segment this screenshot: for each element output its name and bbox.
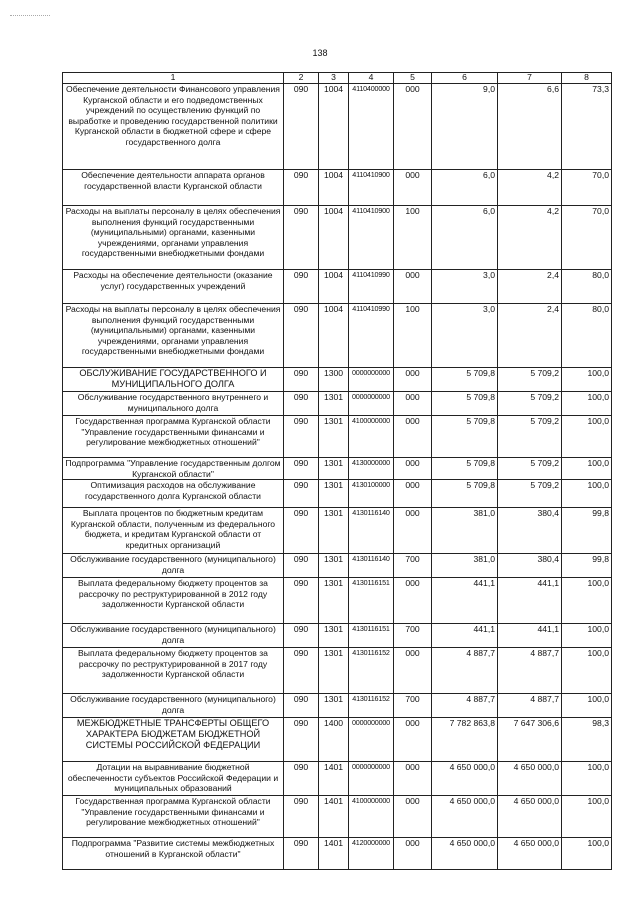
- row-planned: 4 650 000,0: [432, 796, 498, 838]
- row-planned: 381,0: [432, 508, 498, 554]
- row-code-admin: 090: [284, 796, 319, 838]
- row-code-section: 1401: [319, 796, 349, 838]
- row-code-admin: 090: [284, 838, 319, 870]
- row-code-type: 100: [394, 304, 432, 368]
- row-code-type: 000: [394, 170, 432, 206]
- table-row: [63, 304, 612, 368]
- table-row: [63, 458, 612, 480]
- row-code-admin: 090: [284, 508, 319, 554]
- row-code-type: 000: [394, 368, 432, 392]
- row-code-target: 0000000000: [349, 392, 394, 416]
- table-row: [63, 718, 612, 762]
- row-code-target: 4130116140: [349, 554, 394, 578]
- table-row: [63, 554, 612, 578]
- header-row: [63, 73, 612, 84]
- row-percent: 100,0: [562, 368, 612, 392]
- row-code-target: 4100000000: [349, 796, 394, 838]
- row-description: Оптимизация расходов на обслуживание государственного долга Курганской области: [63, 480, 284, 508]
- row-code-type: 000: [394, 762, 432, 796]
- row-actual: 2,4: [498, 270, 562, 304]
- row-percent: 100,0: [562, 796, 612, 838]
- row-code-type: 000: [394, 416, 432, 458]
- row-code-section: 1004: [319, 304, 349, 368]
- row-code-type: 000: [394, 84, 432, 170]
- row-code-section: 1301: [319, 624, 349, 648]
- row-planned: 7 782 863,8: [432, 718, 498, 762]
- row-code-target: 4110410900: [349, 206, 394, 270]
- row-description: Государственная программа Курганской области "Управление государственными финансами и регулирование межбюджетных отношений": [63, 796, 284, 838]
- col-header-5: 5: [394, 73, 432, 84]
- table-row: [63, 762, 612, 796]
- row-code-target: 4130100000: [349, 480, 394, 508]
- row-code-type: 000: [394, 578, 432, 624]
- table-row: [63, 648, 612, 694]
- row-planned: 5 709,8: [432, 480, 498, 508]
- budget-table: [62, 72, 612, 870]
- row-planned: 5 709,8: [432, 458, 498, 480]
- table-row: [63, 694, 612, 718]
- table-row: [63, 624, 612, 648]
- row-code-section: 1400: [319, 718, 349, 762]
- row-percent: 73,3: [562, 84, 612, 170]
- row-code-target: 4100000000: [349, 416, 394, 458]
- row-planned: 5 709,8: [432, 368, 498, 392]
- row-percent: 100,0: [562, 624, 612, 648]
- row-code-section: 1401: [319, 838, 349, 870]
- row-planned: 441,1: [432, 578, 498, 624]
- row-actual: 5 709,2: [498, 392, 562, 416]
- row-code-type: 000: [394, 480, 432, 508]
- margin-mark: [10, 15, 50, 18]
- row-description: Обслуживание государственного (муниципального) долга: [63, 624, 284, 648]
- row-description: Обслуживание государственного внутреннего и муниципального долга: [63, 392, 284, 416]
- row-description: МЕЖБЮДЖЕТНЫЕ ТРАНСФЕРТЫ ОБЩЕГО ХАРАКТЕРА БЮДЖЕТАМ БЮДЖЕТНОЙ СИСТЕМЫ РОССИЙСКОЙ ФЕДЕРАЦИИ: [63, 718, 284, 762]
- row-planned: 381,0: [432, 554, 498, 578]
- table-row: [63, 84, 612, 170]
- row-percent: 80,0: [562, 270, 612, 304]
- row-code-section: 1301: [319, 480, 349, 508]
- row-code-section: 1401: [319, 762, 349, 796]
- row-code-admin: 090: [284, 694, 319, 718]
- row-code-admin: 090: [284, 84, 319, 170]
- row-code-admin: 090: [284, 624, 319, 648]
- row-description: Расходы на выплаты персоналу в целях обеспечения выполнения функций государственными (муниципальными) органами, казенными учреждениями, органами управления государственными внебюджетными фондами: [63, 304, 284, 368]
- row-description: ОБСЛУЖИВАНИЕ ГОСУДАРСТВЕННОГО И МУНИЦИПАЛЬНОГО ДОЛГА: [63, 368, 284, 392]
- row-code-section: 1301: [319, 416, 349, 458]
- row-planned: 4 887,7: [432, 648, 498, 694]
- row-code-target: 4120000000: [349, 838, 394, 870]
- row-code-section: 1301: [319, 458, 349, 480]
- table-row: [63, 508, 612, 554]
- row-code-type: 000: [394, 838, 432, 870]
- row-actual: 441,1: [498, 624, 562, 648]
- row-code-admin: 090: [284, 762, 319, 796]
- row-percent: 70,0: [562, 170, 612, 206]
- row-code-section: 1300: [319, 368, 349, 392]
- row-code-type: 000: [394, 796, 432, 838]
- row-code-admin: 090: [284, 648, 319, 694]
- row-code-type: 000: [394, 392, 432, 416]
- table-row: [63, 796, 612, 838]
- table-row: [63, 392, 612, 416]
- table-row: [63, 838, 612, 870]
- row-code-section: 1004: [319, 270, 349, 304]
- row-code-target: 4130116140: [349, 508, 394, 554]
- row-description: Подпрограмма "Управление государственным долгом Курганской области": [63, 458, 284, 480]
- row-code-section: 1301: [319, 694, 349, 718]
- row-code-target: 0000000000: [349, 718, 394, 762]
- row-code-section: 1004: [319, 84, 349, 170]
- row-code-target: 4130116151: [349, 624, 394, 648]
- row-code-section: 1004: [319, 170, 349, 206]
- row-planned: 5 709,8: [432, 392, 498, 416]
- row-code-type: 700: [394, 554, 432, 578]
- row-description: Выплата федеральному бюджету процентов за рассрочку по реструктурированной в 2017 году задолженности Курганской области: [63, 648, 284, 694]
- row-description: Выплата федеральному бюджету процентов за рассрочку по реструктурированной в 2012 году задолженности Курганской области: [63, 578, 284, 624]
- row-percent: 99,8: [562, 554, 612, 578]
- row-actual: 4 650 000,0: [498, 796, 562, 838]
- row-planned: 3,0: [432, 270, 498, 304]
- col-header-6: 6: [432, 73, 498, 84]
- row-code-admin: 090: [284, 170, 319, 206]
- row-actual: 2,4: [498, 304, 562, 368]
- row-percent: 98,3: [562, 718, 612, 762]
- row-code-target: 4110410990: [349, 304, 394, 368]
- row-description: Государственная программа Курганской области "Управление государственными финансами и регулирование межбюджетных отношений": [63, 416, 284, 458]
- row-code-section: 1301: [319, 508, 349, 554]
- row-actual: 4 887,7: [498, 694, 562, 718]
- row-actual: 4 887,7: [498, 648, 562, 694]
- row-planned: 6,0: [432, 170, 498, 206]
- page-number: 138: [312, 48, 328, 58]
- row-code-type: 700: [394, 694, 432, 718]
- row-code-admin: 090: [284, 368, 319, 392]
- row-planned: 4 650 000,0: [432, 838, 498, 870]
- row-percent: 100,0: [562, 392, 612, 416]
- row-code-target: 4130000000: [349, 458, 394, 480]
- row-code-section: 1301: [319, 578, 349, 624]
- row-actual: 5 709,2: [498, 416, 562, 458]
- row-code-target: 4130116152: [349, 694, 394, 718]
- row-actual: 5 709,2: [498, 368, 562, 392]
- row-percent: 100,0: [562, 838, 612, 870]
- row-description: Обеспечение деятельности аппарата органов государственной власти Курганской области: [63, 170, 284, 206]
- row-percent: 100,0: [562, 762, 612, 796]
- row-planned: 5 709,8: [432, 416, 498, 458]
- row-percent: 99,8: [562, 508, 612, 554]
- row-code-type: 000: [394, 270, 432, 304]
- row-actual: 4 650 000,0: [498, 838, 562, 870]
- row-code-section: 1301: [319, 554, 349, 578]
- row-code-admin: 090: [284, 458, 319, 480]
- row-percent: 100,0: [562, 648, 612, 694]
- col-header-3: 3: [319, 73, 349, 84]
- row-description: Обслуживание государственного (муниципального) долга: [63, 694, 284, 718]
- table-row: [63, 480, 612, 508]
- row-actual: 6,6: [498, 84, 562, 170]
- col-header-4: 4: [349, 73, 394, 84]
- table-row: [63, 170, 612, 206]
- row-description: Дотации на выравнивание бюджетной обеспеченности субъектов Российской Федерации и муниципальных образований: [63, 762, 284, 796]
- row-code-type: 000: [394, 508, 432, 554]
- row-percent: 100,0: [562, 694, 612, 718]
- col-header-1: 1: [63, 73, 284, 84]
- table-row: [63, 578, 612, 624]
- table-row: [63, 270, 612, 304]
- row-code-target: 4130116152: [349, 648, 394, 694]
- row-code-type: 100: [394, 206, 432, 270]
- row-code-target: 4110410900: [349, 170, 394, 206]
- row-percent: 70,0: [562, 206, 612, 270]
- row-code-admin: 090: [284, 416, 319, 458]
- row-actual: 4 650 000,0: [498, 762, 562, 796]
- row-percent: 100,0: [562, 480, 612, 508]
- row-description: Расходы на обеспечение деятельности (оказание услуг) государственных учреждений: [63, 270, 284, 304]
- row-code-type: 000: [394, 718, 432, 762]
- row-code-admin: 090: [284, 554, 319, 578]
- row-code-target: 4130116151: [349, 578, 394, 624]
- row-code-type: 000: [394, 648, 432, 694]
- row-actual: 5 709,2: [498, 458, 562, 480]
- row-actual: 7 647 306,6: [498, 718, 562, 762]
- row-code-admin: 090: [284, 270, 319, 304]
- col-header-8: 8: [562, 73, 612, 84]
- row-code-target: 0000000000: [349, 762, 394, 796]
- row-description: Подпрограмма "Развитие системы межбюджетных отношений в Курганской области": [63, 838, 284, 870]
- row-planned: 6,0: [432, 206, 498, 270]
- row-code-section: 1301: [319, 648, 349, 694]
- row-code-target: 0000000000: [349, 368, 394, 392]
- row-code-admin: 090: [284, 304, 319, 368]
- row-actual: 4,2: [498, 170, 562, 206]
- table-body: [63, 84, 612, 870]
- row-code-admin: 090: [284, 480, 319, 508]
- row-planned: 4 650 000,0: [432, 762, 498, 796]
- row-code-admin: 090: [284, 392, 319, 416]
- row-planned: 4 887,7: [432, 694, 498, 718]
- row-code-section: 1301: [319, 392, 349, 416]
- row-percent: 80,0: [562, 304, 612, 368]
- row-code-admin: 090: [284, 718, 319, 762]
- row-code-section: 1004: [319, 206, 349, 270]
- row-percent: 100,0: [562, 416, 612, 458]
- row-actual: 380,4: [498, 508, 562, 554]
- table-row: [63, 368, 612, 392]
- row-planned: 441,1: [432, 624, 498, 648]
- row-actual: 5 709,2: [498, 480, 562, 508]
- row-code-admin: 090: [284, 206, 319, 270]
- row-code-target: 4110400000: [349, 84, 394, 170]
- table-row: [63, 206, 612, 270]
- row-actual: 380,4: [498, 554, 562, 578]
- row-description: Обслуживание государственного (муниципального) долга: [63, 554, 284, 578]
- row-actual: 4,2: [498, 206, 562, 270]
- row-code-target: 4110410990: [349, 270, 394, 304]
- row-code-type: 700: [394, 624, 432, 648]
- row-planned: 3,0: [432, 304, 498, 368]
- row-description: Расходы на выплаты персоналу в целях обеспечения выполнения функций государственными (муниципальными) органами, казенными учреждениями, органами управления государственными внебюджетными фондами: [63, 206, 284, 270]
- col-header-7: 7: [498, 73, 562, 84]
- row-code-type: 000: [394, 458, 432, 480]
- row-percent: 100,0: [562, 578, 612, 624]
- row-code-admin: 090: [284, 578, 319, 624]
- row-description: Выплата процентов по бюджетным кредитам Курганской области, полученным из федерального бюджета, и кредитам Курганской области от кредитных организаций: [63, 508, 284, 554]
- col-header-2: 2: [284, 73, 319, 84]
- table-row: [63, 416, 612, 458]
- row-description: Обеспечение деятельности Финансового управления Курганской области и его подведомственных учреждений по осуществлению функций по выработке и проведению государственной политики Курганской области в бюджетной сфере и сфере государственного долга: [63, 84, 284, 170]
- row-planned: 9,0: [432, 84, 498, 170]
- row-actual: 441,1: [498, 578, 562, 624]
- row-percent: 100,0: [562, 458, 612, 480]
